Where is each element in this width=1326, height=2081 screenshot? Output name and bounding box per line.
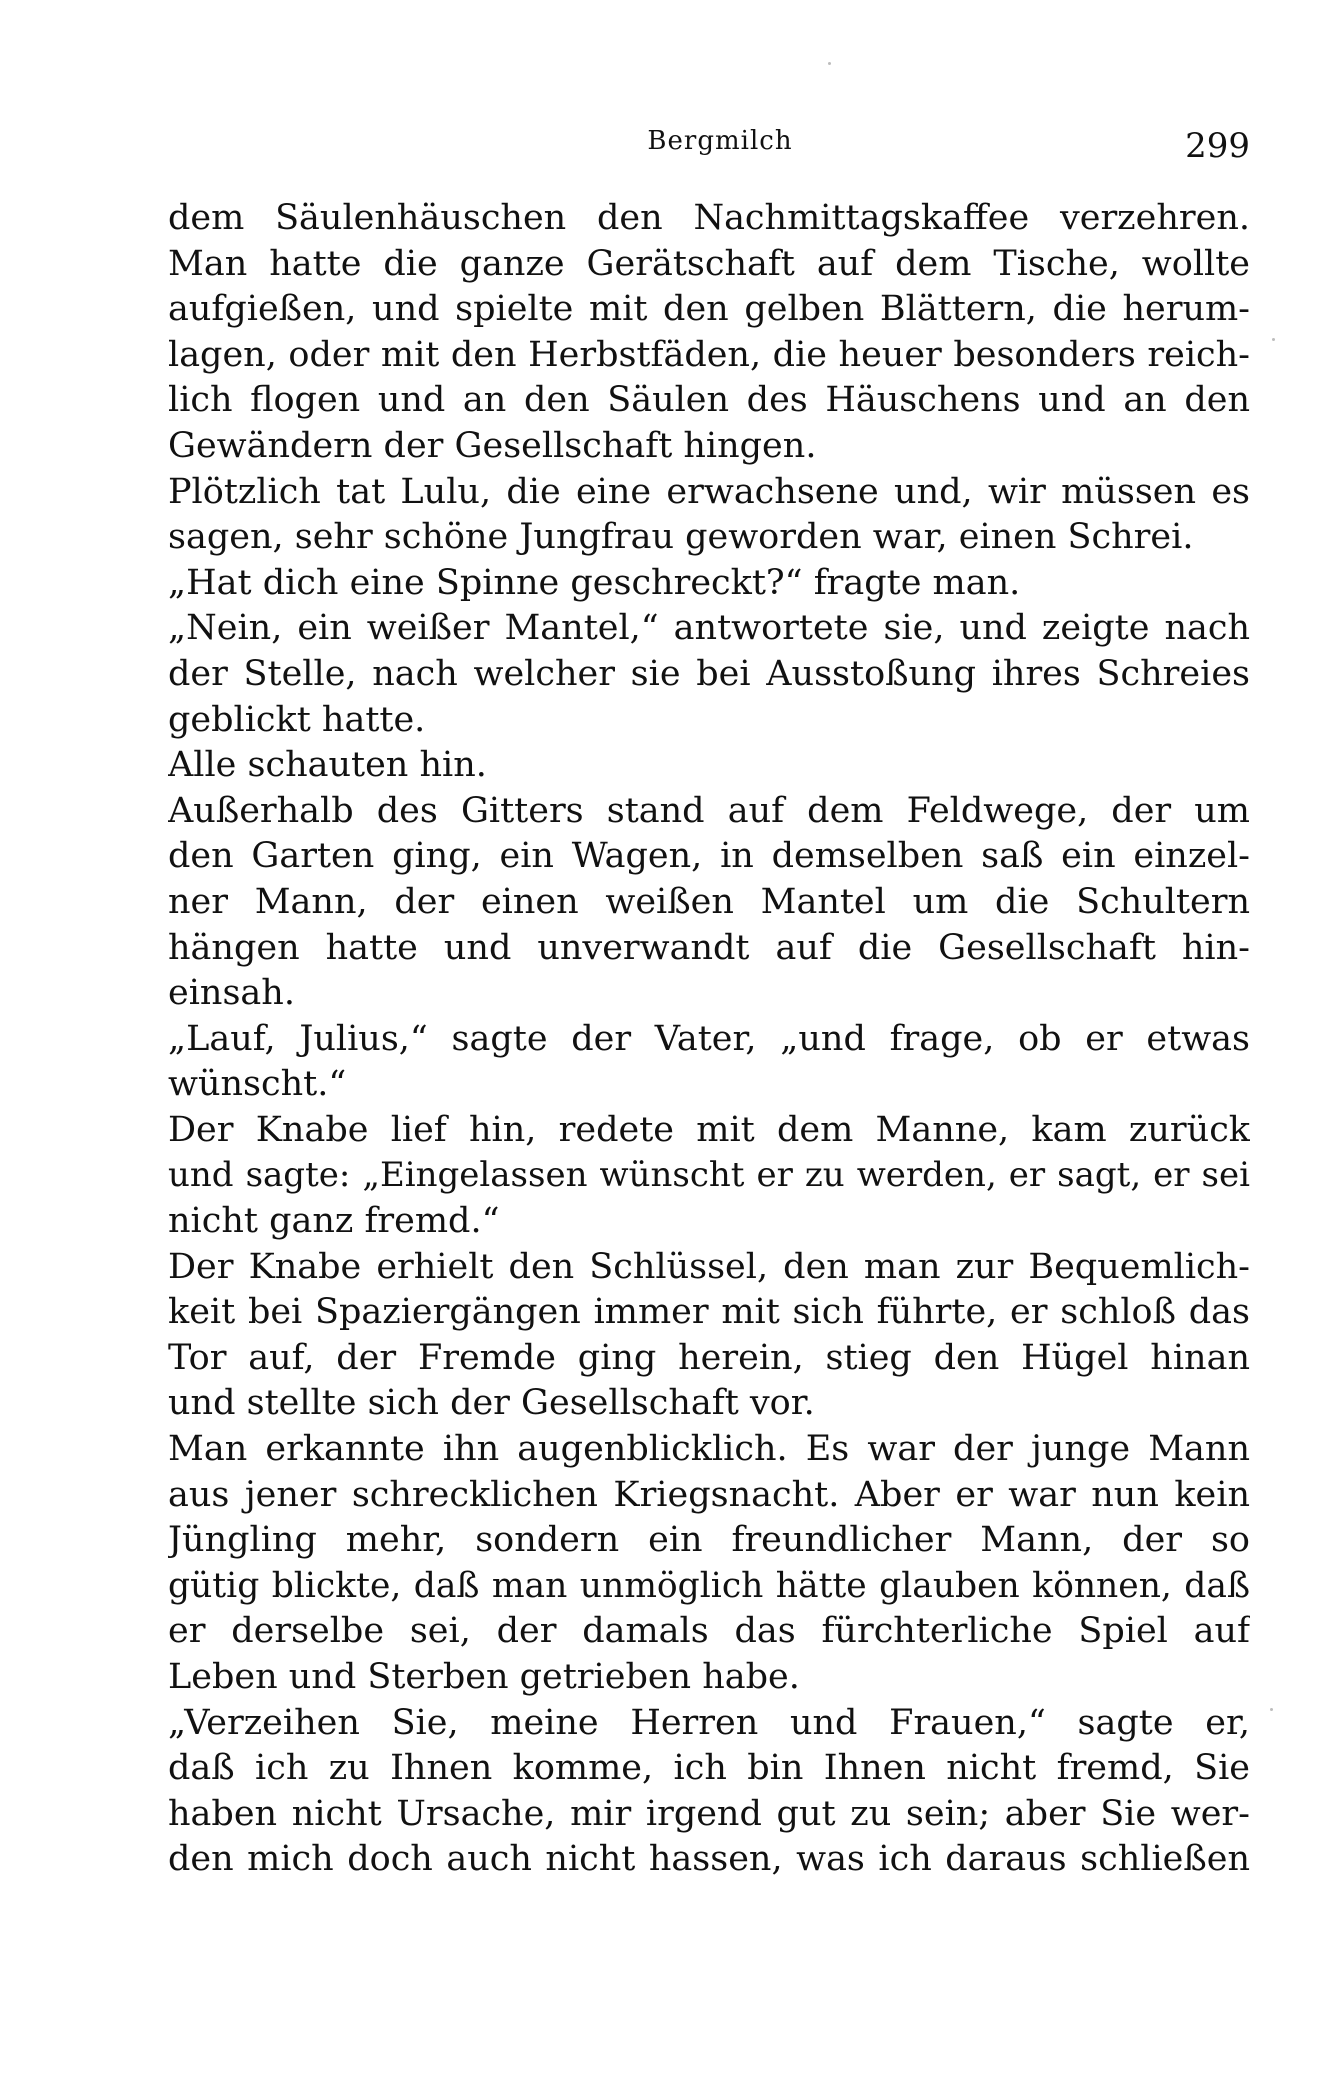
text-line: nicht ganz fremd.“ bbox=[168, 1201, 500, 1242]
text-line: Tor auf, der Fremde ging herein, stieg den Hügel hinan bbox=[168, 1337, 1250, 1378]
text-line: haben nicht Ursache, mir irgend gut zu sein; aber Sie wer- bbox=[168, 1793, 1250, 1834]
text-line: der Stelle, nach welcher sie bei Ausstoßung ihres Schreies bbox=[168, 653, 1250, 694]
text-line: den Garten ging, ein Wagen, in demselben saß ein einzel- bbox=[168, 836, 1250, 877]
text-line: hängen hatte und unverwandt auf die Gesellschaft hin- bbox=[168, 927, 1250, 968]
text-line: sagen, sehr schöne Jungfrau geworden war, einen Schrei. bbox=[168, 517, 1194, 558]
text-line: Man hatte die ganze Gerätschaft auf dem Tische, wollte bbox=[168, 243, 1250, 284]
print-speck bbox=[1272, 338, 1275, 341]
text-line: „Hat dich eine Spinne geschreckt?“ fragte man. bbox=[168, 562, 1021, 603]
text-line: lich flogen und an den Säulen des Häuschens und an den bbox=[168, 380, 1250, 421]
text-line: keit bei Spaziergängen immer mit sich führte, er schloß das bbox=[168, 1292, 1250, 1333]
text-line: Der Knabe erhielt den Schlüssel, den man zur Bequemlich- bbox=[168, 1246, 1250, 1287]
print-speck bbox=[828, 62, 831, 65]
text-line: Man erkannte ihn augenblicklich. Es war der junge Mann bbox=[168, 1429, 1250, 1470]
text-line: daß ich zu Ihnen komme, ich bin Ihnen nicht fremd, Sie bbox=[168, 1748, 1250, 1789]
text-line: Der Knabe lief hin, redete mit dem Manne, kam zurück bbox=[168, 1109, 1250, 1150]
text-line: und sagte: „Eingelassen wünscht er zu werden, er sagt, er sei bbox=[168, 1155, 1250, 1196]
text-line: Jüngling mehr, sondern ein freundlicher Mann, der so bbox=[168, 1520, 1250, 1561]
text-line: er derselbe sei, der damals das fürchterliche Spiel auf bbox=[168, 1611, 1250, 1652]
text-line: Leben und Sterben getrieben habe. bbox=[168, 1657, 800, 1697]
text-line: Außerhalb des Gitters stand auf dem Feldwege, der um bbox=[168, 790, 1250, 831]
text-line: „Nein, ein weißer Mantel,“ antwortete sie, und zeigte nach bbox=[168, 608, 1250, 649]
text-line: ner Mann, der einen weißen Mantel um die Schultern bbox=[168, 881, 1250, 922]
text-line: und stellte sich der Gesellschaft vor. bbox=[168, 1383, 815, 1424]
text-line: „Verzeihen Sie, meine Herren und Frauen,“ sagte er, bbox=[168, 1702, 1250, 1743]
text-line: einsah. bbox=[168, 973, 295, 1014]
page-number: 299 bbox=[1185, 126, 1250, 166]
text-line: Plötzlich tat Lulu, die eine erwachsene und, wir müssen es bbox=[168, 471, 1250, 512]
text-line: geblickt hatte. bbox=[168, 699, 426, 740]
text-line: lagen, oder mit den Herbstfäden, die heuer besonders reich- bbox=[168, 334, 1250, 375]
text-line: gütig blickte, daß man unmöglich hätte glauben können, daß bbox=[168, 1565, 1250, 1606]
body-text bbox=[168, 196, 1250, 1883]
text-line: wünscht.“ bbox=[168, 1064, 347, 1105]
text-line: „Lauf, Julius,“ sagte der Vater, „und frage, ob er etwas bbox=[168, 1018, 1250, 1059]
text-line: aufgießen, und spielte mit den gelben Blättern, die herum- bbox=[168, 289, 1250, 330]
print-speck bbox=[1270, 1708, 1273, 1711]
text-line: Gewändern der Gesellschaft hingen. bbox=[168, 425, 817, 466]
text-line: dem Säulenhäuschen den Nachmittagskaffee verzehren. bbox=[168, 198, 1250, 238]
text-line: Alle schauten hin. bbox=[168, 745, 487, 786]
running-head: Bergmilch bbox=[647, 126, 793, 156]
text-line: den mich doch auch nicht hassen, was ich daraus schließen bbox=[168, 1839, 1250, 1880]
text-line: aus jener schrecklichen Kriegsnacht. Aber er war nun kein bbox=[168, 1474, 1250, 1515]
